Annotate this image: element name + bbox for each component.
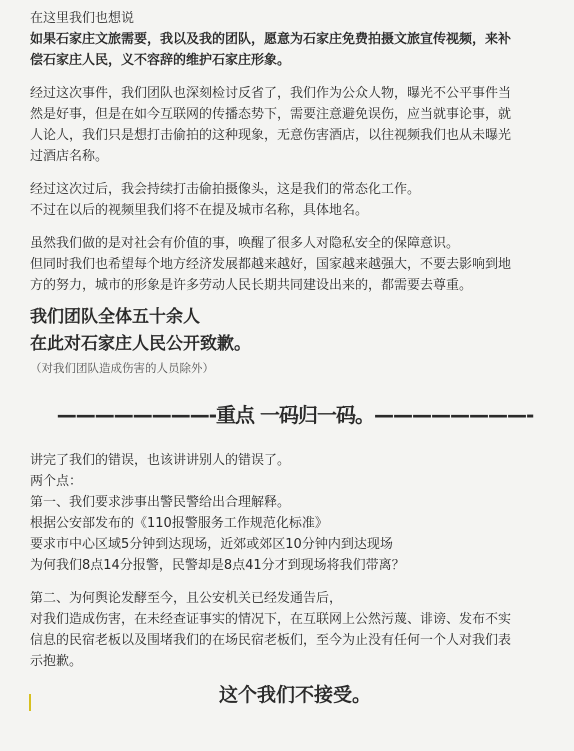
heading: 在这里我们也想说 [30,11,135,26]
paragraph2-line-2: 不过在以后的视频里我们将不在提及城市名称，具体地名。 [30,203,369,218]
section3-line-2: 对我们造成伤害，在未经查证事实的情况下，在互联网上公然污蔑、诽谤、发布不实 [30,612,512,627]
paragraph3-line-3: 方的努力，城市的形象是许多劳动人民长期共同建设出来的，都需要去尊重。 [30,278,473,293]
paragraph1-line-4: 过酒店名称。 [30,149,109,164]
section2-line-6: 为何我们8点14分报警，民警却是8点41分才到现场将我们带离？ [30,558,405,573]
paragraph1-line-2: 然是好事，但是在如今互联网的传播态势下，需要注意避免误伤，应当就事论事，就 [30,107,512,122]
section2-line-1: 讲完了我们的错误，也该讲讲别人的错误了。 [30,453,291,468]
section3-line-4: 示抱歉。 [30,654,83,669]
apology-note: （对我们团队造成伤害的人员除外） [30,361,214,375]
section3-line-1: 第二、为何舆论发酵至今，且公安机关已经发通告后， [30,591,343,606]
text-cursor [29,694,31,711]
section3-line-3: 信息的民宿老板以及围堵我们的在场民宿老板们，至今为止没有任何一个人对我们表 [30,633,512,648]
section2-line-3: 第一、我们要求涉事出警民警给出合理解释。 [30,495,291,510]
paragraph3-line-1: 虽然我们做的是对社会有价值的事，唤醒了很多人对隐私安全的保障意识。 [30,236,460,251]
paragraph3-line-2: 但同时我们也希望每个地方经济发展都越来越好，国家越来越强大，不要去影响到地 [30,257,512,272]
closing-statement: 这个我们不接受。 [218,684,371,706]
apology-line-1: 我们团队全体五十余人 [30,307,200,327]
section-divider: ————————-重点 一码归一码。————————- [56,403,534,427]
intro-line-2: 偿石家庄人民，义不容辞的维护石家庄形象。 [30,53,291,68]
intro-line-1: 如果石家庄文旅需要，我以及我的团队，愿意为石家庄免费拍摄文旅宣传视频，来补 [30,32,512,47]
paragraph1-line-1: 经过这次事件，我们团队也深刻检讨反省了，我们作为公众人物，曝光不公平事件当 [30,86,512,101]
section2-line-5: 要求市中心区域5分钟到达现场，近郊或郊区10分钟内到达现场 [30,537,393,552]
statement-document [30,8,560,710]
paragraph2-line-1: 经过这次过后，我会持续打击偷拍摄像头，这是我们的常态化工作。 [30,182,421,197]
section2-line-4: 根据公安部发布的《110报警服务工作规范化标准》 [30,516,328,531]
section2-line-2: 两个点： [30,474,83,489]
paragraph1-line-3: 人论人，我们只是想打击偷拍的这种现象，无意伤害酒店，以往视频我们也从未曝光 [30,128,512,143]
apology-line-2: 在此对石家庄人民公开致歉。 [30,334,251,354]
